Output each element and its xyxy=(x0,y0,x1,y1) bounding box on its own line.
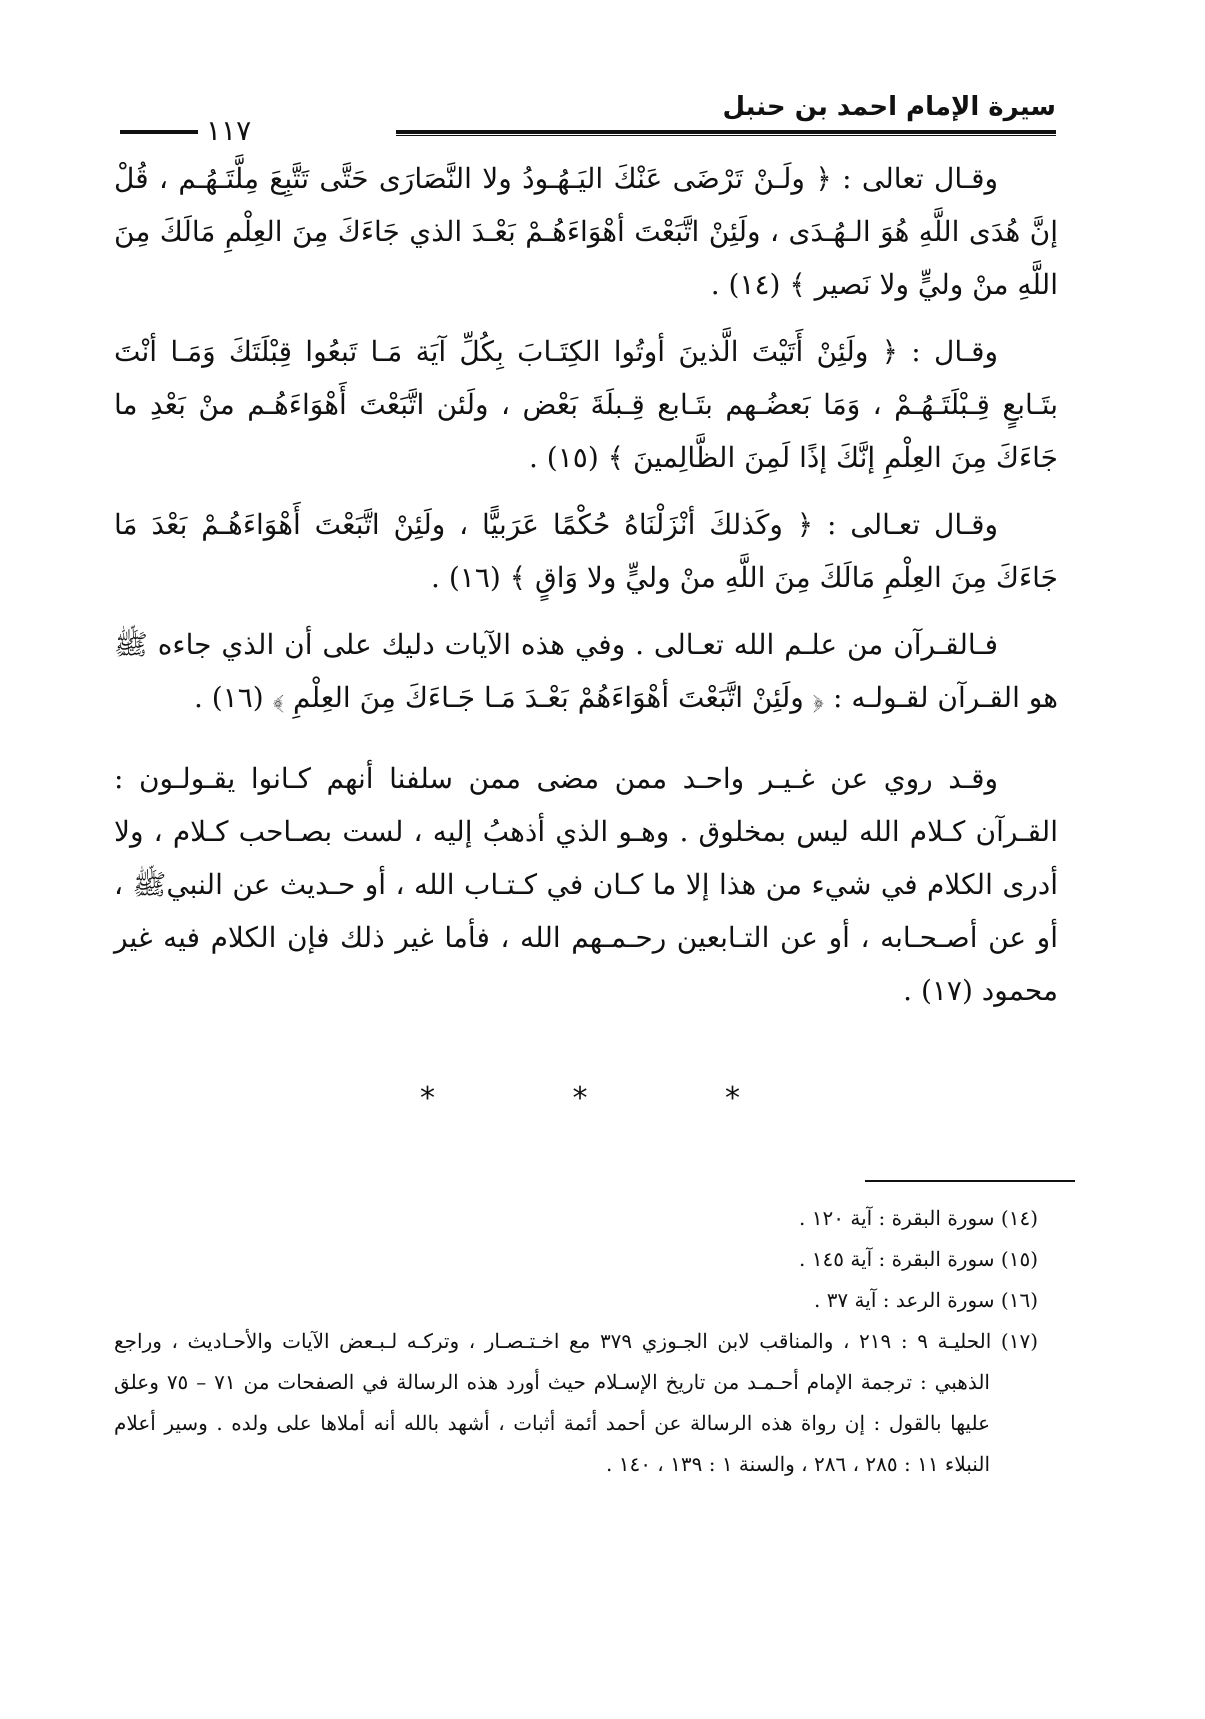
separator-asterisk: * xyxy=(420,1081,435,1116)
page-header xyxy=(120,92,1056,147)
separator-asterisk: * xyxy=(725,1081,740,1116)
footnotes xyxy=(114,1198,1038,1485)
section-separator xyxy=(420,1082,740,1116)
footnote-divider xyxy=(865,1180,1075,1182)
separator-asterisk: * xyxy=(572,1081,588,1116)
paragraph: وقـد روي عن غـيـر واحـد ممن مضى ممن سلفنا أنهم كـانوا يقـولـون : القـرآن كـلام الله ليس بمخلوق . وهـو الذي أذهبُ إليه ، لست بصـاحب كـلام ، ولا أدرى الكلام في شيء من هذا إلا ما كـان في كـتـاب الله ، أو حـديث عن النبيﷺ ، أو عن أصـحـابه ، أو عن التـابعين رحـمـهم الله ، فأما غير ذلك فإن الكلام فيه غير محمود (١٧) . xyxy=(114,762,1058,1007)
body-text xyxy=(114,152,1058,1031)
page-number: ١١٧ xyxy=(206,114,252,147)
book-title: سيرة الإمام احمد بن حنبل xyxy=(722,92,1056,122)
footnote: (١٦) سورة الرعد : آية ٣٧ . xyxy=(813,1288,1038,1312)
header-rule xyxy=(396,130,1056,136)
paragraph: فـالقـرآن من علـم الله تعـالى . وفي هذه الآيات دليك على أن الذي جاءه ﷺ هو القـرآن لقـولـه : ﴿ ولَئِنْ اتَّبَعْتَ أهْوَاءَهُمْ بَعْـدَ مَـا جَـاءَكَ مِنَ العِلْمِ ﴾ (١٦) . xyxy=(114,628,1058,714)
footnote: (١٥) سورة البقرة : آية ١٤٥ . xyxy=(799,1247,1038,1271)
header-rule-short xyxy=(120,130,198,134)
paragraph: وقـال : ﴿ ولَئِنْ أَتَيْتَ الَّذينَ أوتُوا الكِتَـابَ بِكُلِّ آيَة مَـا تَبعُوا قِبْلَتَكَ وَمَـا أنْتَ بتَـابعٍ قِـبْلَتَـهُـمْ ، وَمَا بَعضُـهم بتَـابع قِـبلَةَ بَعْض ، ولَئن اتَّبَعْتَ أَهْوَاءَهُـم منْ بَعْدِ ما جَاءَكَ مِنَ العِلْمِ إنَّكَ إذًا لَمِنَ الظَّالِمينَ ﴾ (١٥) . xyxy=(114,335,1058,474)
paragraph: وقـال تعالى : ﴿ ولَـنْ تَرْضَى عَنْكَ اليَـهُـودُ ولا النَّصَارَى حَتَّى تَتَّبِعَ مِلَّتَـهُـم ، قُلْ إنَّ هُدَى اللَّهِ هُوَ الـهُـدَى ، ولَئِنْ اتَّبَعْتَ أهْوَاءَهُـمْ بَعْـدَ الذي جَاءَكَ مِنَ العِلْمِ مَالَكَ مِنَ اللَّهِ منْ وليٍّ ولا نَصير ﴾ (١٤) . xyxy=(114,162,1058,301)
footnote: (١٧) الحليـة ٩ : ٢١٩ ، والمناقب لابن الجـوزي ٣٧٩ مع اخـتـصـار ، وتركـه لـبـعض الآيات والأحـاديث ، وراجع الذهبي : ترجمة الإمام أحـمـد من تاريخ الإسـلام حيث أورد هذه الرسالة في الصفحات من ٧١ – ٧٥ وعلق عليها بالقول : إن رواة هذه الرسالة عن أحمد أئمة أثبات ، أشهد بالله أنه أملاها على ولده . وسير أعلام النبلاء ١١ : ٢٨٥ ، ٢٨٦ ، والسنة ١ : ١٣٩ ، ١٤٠ . xyxy=(114,1329,1039,1476)
footnote: (١٤) سورة البقرة : آية ١٢٠ . xyxy=(799,1206,1038,1230)
paragraph: وقـال تعـالى : ﴿ وكَذلكَ أنْزَلْنَاهُ حُكْمًا عَرَبيًّا ، ولَئِنْ اتَّبَعْتَ أَهْوَاءَهُـمْ بَعْدَ مَا جَاءَكَ مِنَ العِلْمِ مَالَكَ مِنَ اللَّهِ منْ وليٍّ ولا وَاقٍ ﴾ (١٦) . xyxy=(114,508,1058,594)
